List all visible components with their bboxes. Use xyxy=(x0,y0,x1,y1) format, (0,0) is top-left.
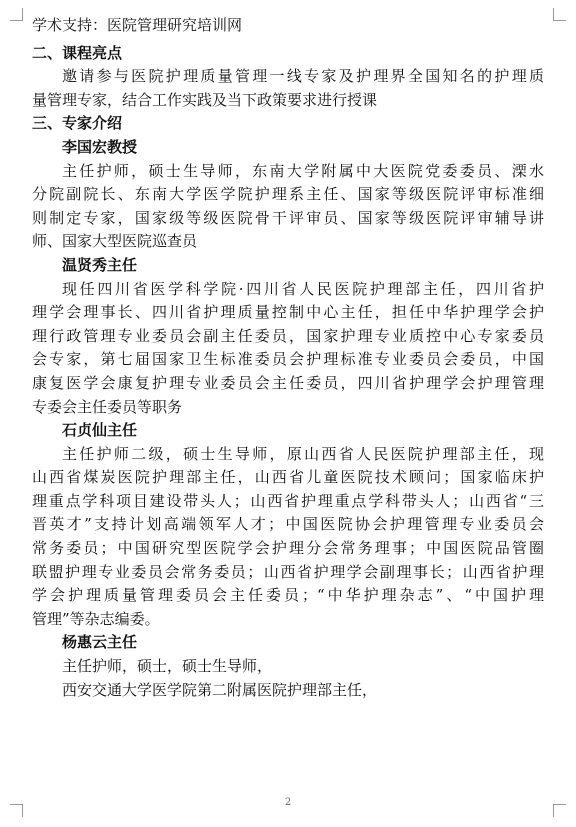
paragraph-line: 常务委员；中国研究型医院学会护理分会常务理事；中国医院品管圈 xyxy=(32,539,544,558)
paragraph-line: 主任护师，硕士生导师，东南大学附属中大医院党委委员、溧水 xyxy=(62,161,544,180)
crop-mark-top-right xyxy=(553,8,566,21)
paragraph-line: 康复医学会康复护理专业委员会主任委员，四川省护理学会护理管理 xyxy=(32,373,544,392)
paragraph-line: 管理”等杂志编委。 xyxy=(32,609,160,628)
expert-name: 杨惠云主任 xyxy=(62,633,138,652)
paragraph-line: 专委会主任委员等职务 xyxy=(32,397,183,416)
paragraph-line: 现任四川省医学科学院·四川省人民医院护理部主任，四川省护 xyxy=(62,279,544,298)
paragraph-line: 山西省煤炭医院护理部主任，山西省儿童医院技术顾问；国家临床护 xyxy=(32,468,544,487)
paragraph-line: 理学会理事长、四川省护理质量控制中心主任，担任中华护理学会护 xyxy=(32,303,544,322)
paragraph-line: 分院副院长、东南大学医学院护理系主任、国家等级医院评审标准细 xyxy=(32,185,544,204)
support-line: 学术支持：医院管理研究培训网 xyxy=(32,16,243,34)
paragraph-line: 理行政管理专业委员会副主任委员，国家护理专业质控中心专家委员 xyxy=(32,326,544,345)
crop-mark-top-left xyxy=(10,8,23,21)
paragraph-line: 学会护理质量管理委员会主任委员；“中华护理杂志”、“中国护理 xyxy=(32,586,544,605)
section-heading-experts: 三、专家介绍 xyxy=(32,114,123,133)
section-heading-highlights: 二、课程亮点 xyxy=(32,43,123,62)
paragraph-line: 师、国家大型医院巡查员 xyxy=(32,232,198,251)
document-body xyxy=(32,14,544,702)
paragraph-line: 邀请参与医院护理质量管理一线专家及护理界全国知名的护理质 xyxy=(62,67,544,86)
paragraph-line: 量管理专家，结合工作实践及当下政策要求进行授课 xyxy=(32,90,378,109)
paragraph-line: 理重点学科项目建设带头人；山西省护理重点学科带头人；山西省“三 xyxy=(32,491,544,510)
paragraph-line: 则制定专家，国家级等级医院骨干评审员、国家等级医院评审辅导讲 xyxy=(32,208,544,227)
paragraph-line: 晋英才”支持计划高端领军人才；中国医院协会护理管理专业委员会 xyxy=(32,515,544,534)
paragraph-line: 主任护师二级，硕士生导师，原山西省人民医院护理部主任，现 xyxy=(62,444,544,463)
expert-name: 石贞仙主任 xyxy=(62,421,138,440)
paragraph-line: 西安交通大学医学院第二附属医院护理部主任， xyxy=(62,680,378,699)
paragraph-line: 联盟护理专业委员会常务委员；山西省护理学会副理事长；山西省护理 xyxy=(32,562,544,581)
page-number: 2 xyxy=(284,797,292,808)
expert-name: 李国宏教授 xyxy=(62,137,138,156)
paragraph-line: 主任护师，硕士，硕士生导师， xyxy=(62,657,273,676)
paragraph-line: 会专家，第七届国家卫生标准委员会护理标准专业委员会委员，中国 xyxy=(32,350,544,369)
expert-name: 温贤秀主任 xyxy=(62,255,138,274)
